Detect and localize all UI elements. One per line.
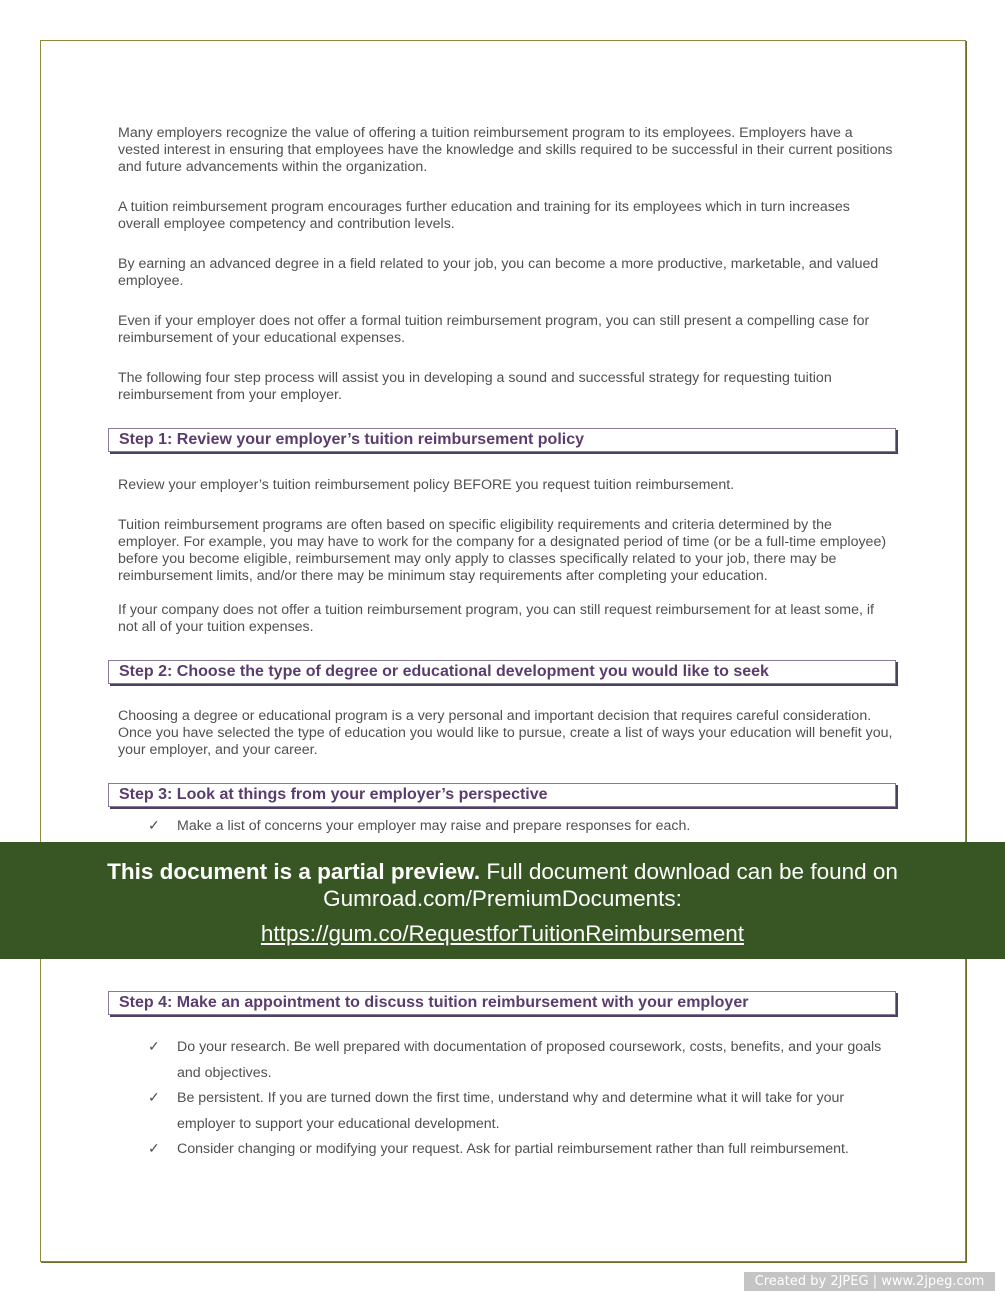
step3-checklist [148, 817, 898, 836]
intro-paragraph: A tuition reimbursement program encourages further education and training for its employees which in turn increases overall employee competency and contribution levels. [118, 199, 850, 232]
step3-heading: Step 3: Look at things from your employer’s perspective [108, 783, 896, 807]
banner-bold-text: This document is a partial preview. [107, 859, 481, 884]
intro-paragraph: By earning an advanced degree in a field related to your job, you can become a more productive, marketable, and valued employee. [118, 256, 879, 289]
intro-paragraph: The following four step process will assist you in developing a sound and successful strategy for requesting tuition reimbursement from your employer. [118, 370, 832, 403]
banner-text: Full document download can be found on Gumroad.com/PremiumDocuments: [323, 859, 898, 911]
intro-paragraph: Many employers recognize the value of offering a tuition reimbursement program to its employees. Employers have a vested interest in ensuring that employees have the knowledge and skills required to be successful in their current positions and future advancements within the organization. [118, 125, 893, 175]
checklist-item: ✓ Consider changing or modifying your request. Ask for partial reimbursement rather than full reimbursement. [148, 1137, 898, 1163]
watermark-credit: Created by 2JPEG | www.2jpeg.com [744, 1272, 995, 1291]
checklist-item: ✓ Do your research. Be well prepared with documentation of proposed coursework, costs, benefits, and your goals and objectives. [148, 1035, 898, 1086]
step4-heading: Step 4: Make an appointment to discuss tuition reimbursement with your employer [108, 991, 896, 1015]
intro-paragraph: Even if your employer does not offer a formal tuition reimbursement program, you can still present a compelling case for reimbursement of your educational expenses. [118, 313, 870, 346]
step1-paragraph: Tuition reimbursement programs are often based on specific eligibility requirements and criteria determined by the employer. For example, you may have to work for the company for a designated period of time (or be a full-time employee) before you become eligible, reimbursement may only apply to classes specifically related to your job, there may be reimbursement limits, and/or there may be minimum stay requirements after completing your education. [118, 517, 887, 584]
step1-paragraph: If your company does not offer a tuition reimbursement program, you can still request reimbursement for at least some, if not all of your tuition expenses. [118, 602, 874, 635]
step2-paragraph: Choosing a degree or educational program is a very personal and important decision that requires careful consideration. Once you have selected the type of education you would like to pursue, create a list of ways your education will benefit you, your employer, and your career. [118, 708, 893, 758]
download-link[interactable]: https://gum.co/RequestforTuitionReimbursement [260, 921, 745, 946]
checklist-item: ✓ Be persistent. If you are turned down the first time, understand why and determine what it will take for your employer to support your educational development. [148, 1086, 898, 1137]
step1-paragraph: Review your employer’s tuition reimbursement policy BEFORE you request tuition reimbursement. [118, 477, 735, 493]
preview-banner [0, 842, 1005, 959]
checklist-item: ✓ Make a list of concerns your employer may raise and prepare responses for each. [148, 817, 898, 836]
step4-checklist [148, 1035, 898, 1163]
step1-heading: Step 1: Review your employer’s tuition reimbursement policy [108, 428, 896, 452]
step2-heading: Step 2: Choose the type of degree or educational development you would like to seek [108, 660, 896, 684]
